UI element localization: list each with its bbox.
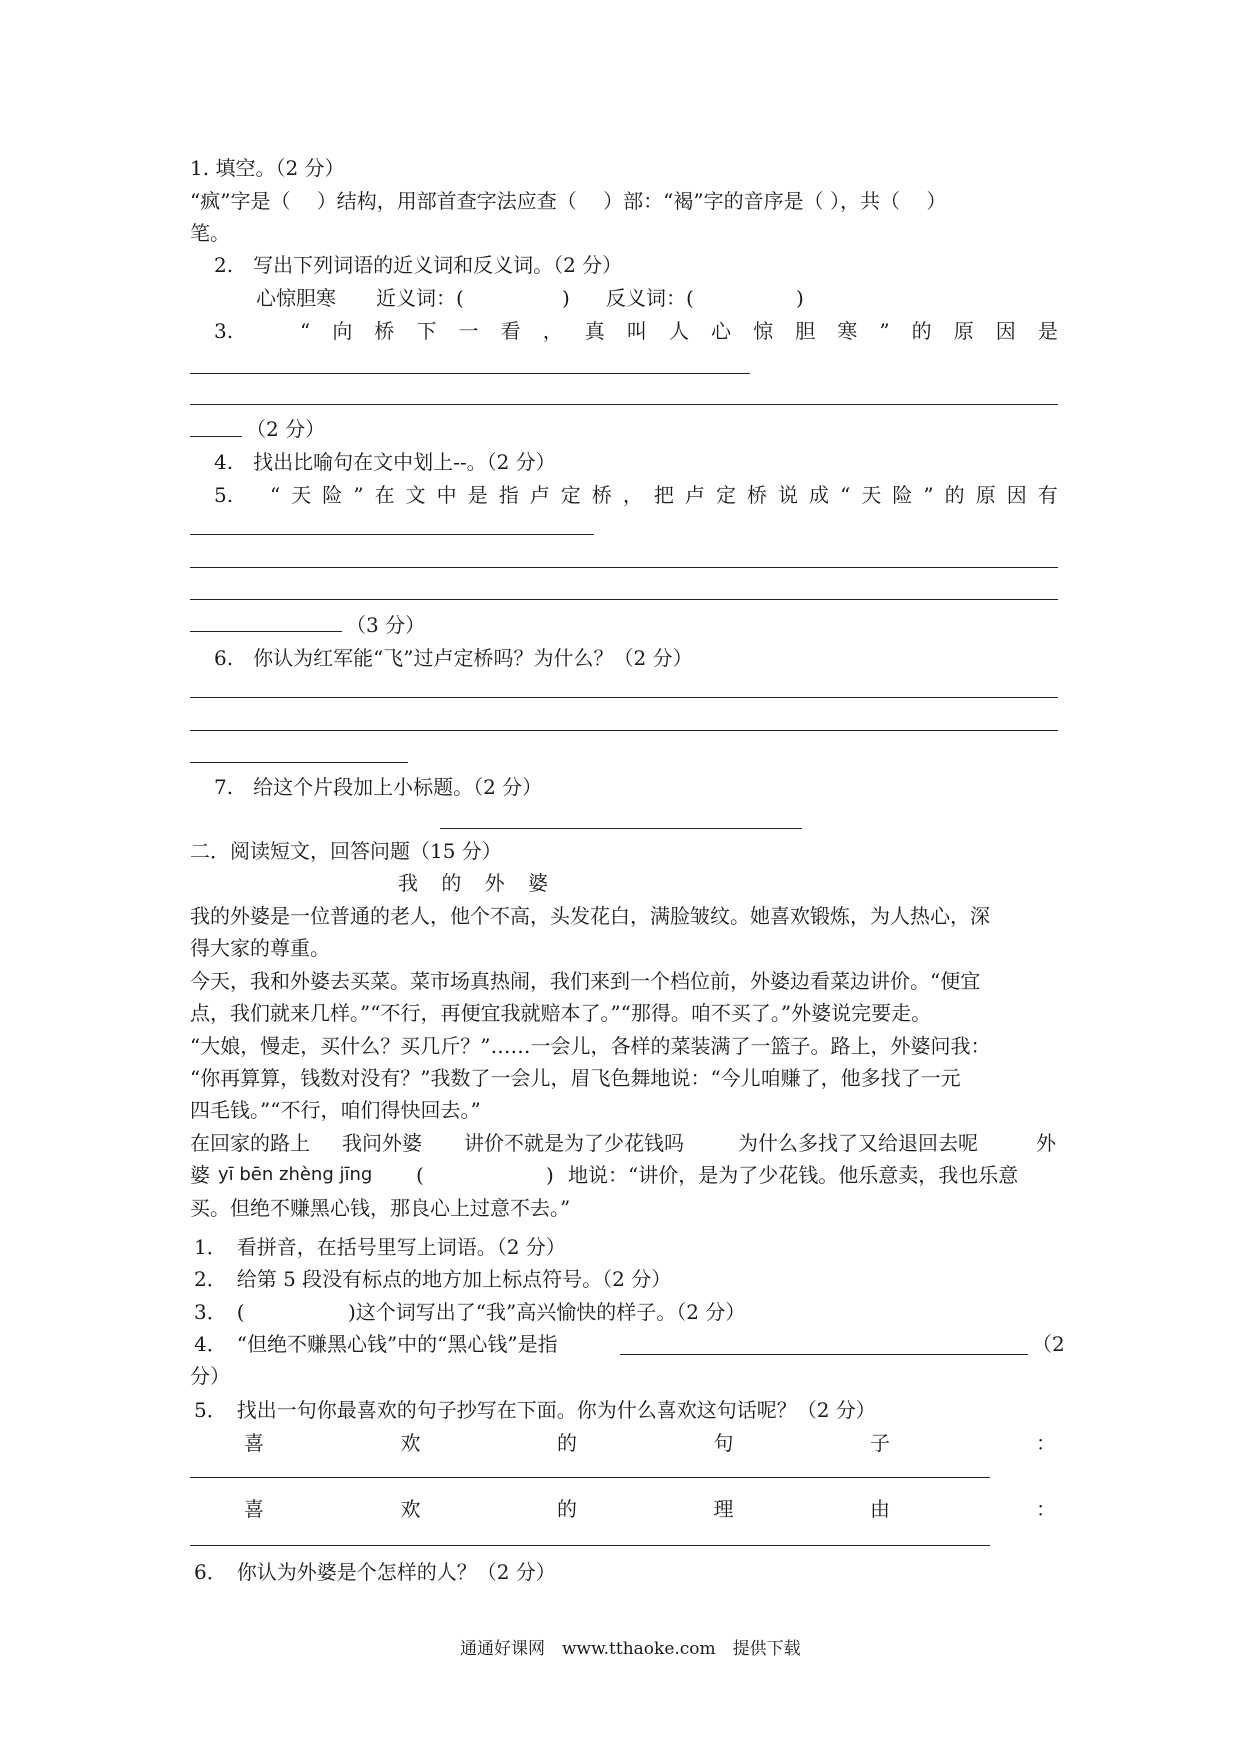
passage-fragment: 地说：“讲价，是为了少花钱。他乐意卖，我也乐意: [568, 1163, 1019, 1187]
passage-line: 四毛钱。”“不行，咱们得快回去。”: [190, 1098, 481, 1122]
p2-q1-text: 1． 看拼音，在括号里写上词语。（2 分）: [194, 1235, 566, 1259]
q3-char: 一: [458, 319, 479, 343]
reason-label-char: 由: [870, 1497, 890, 1521]
answer-line: [190, 436, 242, 437]
q3-char: 惊: [753, 319, 774, 343]
passage-fragment: 外: [1036, 1131, 1056, 1155]
q3-char: 桥: [374, 319, 395, 343]
q3-number: 3.: [214, 319, 234, 343]
answer-line: [190, 762, 408, 763]
q3-char: 是: [1037, 319, 1058, 343]
q5-char: 桥: [746, 483, 767, 507]
reason-label-char: 欢: [400, 1497, 421, 1521]
q2-title: 2. 写出下列词语的近义词和反义词。（2 分）: [214, 253, 623, 277]
passage-line: 我的外婆是一位普通的老人，他个不高，头发花白，满脸皱纹。她喜欢锻炼，为人热心，深: [190, 904, 990, 928]
q5-char: 文: [405, 483, 426, 507]
sentence-label-char: 句: [713, 1431, 734, 1455]
q3-char: “: [300, 319, 311, 343]
answer-line: [190, 1545, 990, 1546]
p2-q5-text: 5． 找出一句你最喜欢的句子抄写在下面。你为什么喜欢这句话呢？（2 分）: [194, 1398, 876, 1422]
reason-label-char: 喜: [244, 1497, 264, 1521]
paren-open: (: [416, 1163, 424, 1187]
pinyin: yī bēn zhèng jīng: [218, 1164, 373, 1185]
sentence-label-char: 喜: [244, 1431, 264, 1455]
q3-char: 叫: [626, 319, 647, 343]
q1-line: “疯”字是（ ）结构，用部首查字法应查（ ）部：“褐”字的音序是（ ），共（ ）: [190, 189, 947, 213]
answer-line: [440, 828, 802, 829]
q5-char: ，: [622, 483, 643, 507]
q3-char: 真: [584, 319, 605, 343]
q3-char: 下: [416, 319, 437, 343]
q3-char: ”: [879, 319, 890, 343]
answer-line: [620, 1354, 1028, 1355]
q1-line: 笔。: [190, 221, 230, 245]
q3-char: ，: [542, 319, 563, 343]
answer-line: [190, 567, 1058, 568]
passage-line: “你再算算，钱数对没有？”我数了一会儿，眉飞色舞地说：“今儿咱赚了，他多找了一元: [190, 1066, 961, 1090]
q3-text: [300, 316, 1058, 346]
q5-char: ”: [923, 483, 934, 507]
q5-text: [270, 480, 1058, 510]
passage-title: [398, 868, 548, 898]
q5-char: 天: [291, 483, 312, 507]
p2-q2-text: 2． 给第 5 段没有标点的地方加上标点符号。（2 分）: [194, 1267, 672, 1291]
reason-label-char: 理: [713, 1497, 734, 1521]
favorite-sentence-label: [244, 1428, 890, 1458]
q4-text: 4. 找出比喻句在文中划上--。（2 分）: [214, 450, 556, 474]
passage-line: 买。但绝不赚黑心钱，那良心上过意不去。”: [190, 1196, 571, 1220]
q3-char: 向: [332, 319, 353, 343]
section-heading: 二．阅读短文，回答问题（15 分）: [190, 839, 502, 863]
q3-char: 因: [995, 319, 1016, 343]
q1-title: 1. 填空。（2 分）: [190, 156, 345, 180]
q5-char: 把: [653, 483, 674, 507]
q5-char: 说: [778, 483, 798, 507]
answer-line: [190, 404, 1058, 405]
q3-char: 胆: [795, 319, 816, 343]
passage-line: 点，我们就来几样。”“不行，再便宜我就赔本了。”“那得。咱不买了。”外婆说完要走。: [190, 1001, 932, 1025]
q5-char: 桥: [591, 483, 612, 507]
title-char: 外: [484, 871, 505, 895]
q5-char: 成: [809, 483, 830, 507]
q3-score: （2 分）: [246, 417, 326, 441]
passage-fragment: 讲价不就是为了少花钱吗: [464, 1131, 684, 1155]
q5-char: 中: [436, 483, 457, 507]
p2-q4-score-cont: 分）: [190, 1364, 230, 1388]
q5-char: 在: [374, 483, 395, 507]
title-char: 的: [441, 871, 462, 895]
passage-line: 今天，我和外婆去买菜。菜市场真热闹，我们来到一个档位前，外婆边看菜边讲价。“便宜: [190, 969, 981, 993]
reason-label-char: 的: [557, 1497, 577, 1521]
q3-char: 看: [500, 319, 521, 343]
q5-number: 5.: [214, 483, 234, 507]
q2-synonym-close: ): [562, 286, 570, 310]
passage-line: “大娘，慢走，买什么？买几斤？”……一会儿，各样的菜装满了一篮子。路上，外婆问我：: [190, 1034, 991, 1058]
passage-fragment: 婆: [190, 1163, 210, 1187]
sentence-label-char: 欢: [400, 1431, 421, 1455]
q3-char: 的: [911, 319, 932, 343]
p2-q3-open: 3． (: [194, 1300, 245, 1324]
passage-line: 得大家的尊重。: [190, 936, 330, 960]
q6-text: 6. 你认为红军能“飞”过卢定桥吗？为什么？（2 分）: [214, 646, 693, 670]
colon: ：: [1036, 1431, 1056, 1455]
q5-char: 原: [975, 483, 996, 507]
q5-char: 定: [715, 483, 736, 507]
answer-line: [190, 697, 1058, 698]
q2-synonym-label: 近义词：(: [376, 286, 464, 310]
answer-line: [190, 1477, 990, 1478]
reason-label: [244, 1494, 890, 1524]
p2-q6-text: 6． 你认为外婆是个怎样的人？（2 分）: [194, 1560, 556, 1584]
answer-line: [190, 599, 1058, 600]
q2-antonym-label: 反义词：(: [606, 286, 694, 310]
q5-char: 定: [560, 483, 581, 507]
q2-word: 心惊胆寒: [256, 286, 336, 310]
q5-char: 险: [892, 483, 913, 507]
passage-fragment: 为什么多找了又给退回去呢: [738, 1131, 978, 1155]
q5-char: “: [840, 483, 851, 507]
q5-char: 天: [861, 483, 882, 507]
answer-line: [190, 730, 1058, 731]
sentence-label-char: 子: [870, 1431, 890, 1455]
answer-line: [190, 373, 750, 374]
q5-char: 的: [944, 483, 965, 507]
colon: ：: [1036, 1497, 1056, 1521]
passage-fragment: 我问外婆: [342, 1131, 422, 1155]
q5-char: ”: [353, 483, 364, 507]
answer-line: [190, 534, 594, 535]
title-char: 我: [398, 871, 418, 895]
answer-line: [190, 631, 342, 632]
paren-close: ): [546, 1163, 554, 1187]
p2-q4-text: 4． “但绝不赚黑心钱”中的“黑心钱”是指: [194, 1332, 558, 1356]
q5-char: “: [270, 483, 281, 507]
q7-text: 7. 给这个片段加上小标题。（2 分）: [214, 775, 543, 799]
q3-char: 心: [711, 319, 732, 343]
q3-char: 原: [953, 319, 974, 343]
q5-char: 因: [1006, 483, 1027, 507]
q5-char: 有: [1037, 483, 1058, 507]
footer: 通通好课网 www.tthaoke.com 提供下载: [460, 1639, 801, 1659]
q5-char: 卢: [684, 483, 705, 507]
q5-char: 卢: [529, 483, 550, 507]
q5-char: 是: [467, 483, 488, 507]
sentence-label-char: 的: [557, 1431, 577, 1455]
q3-char: 寒: [837, 319, 858, 343]
passage-fragment: 在回家的路上: [190, 1131, 310, 1155]
q5-score: （3 分）: [346, 613, 426, 637]
q5-char: 指: [498, 483, 519, 507]
title-char: 婆: [527, 871, 548, 895]
p2-q3-text: )这个词写出了“我”高兴愉快的样子。（2 分）: [348, 1300, 746, 1324]
q3-char: 人: [668, 319, 689, 343]
q5-char: 险: [322, 483, 343, 507]
p2-q4-score: （2: [1032, 1332, 1065, 1356]
q2-antonym-close: ): [796, 286, 804, 310]
